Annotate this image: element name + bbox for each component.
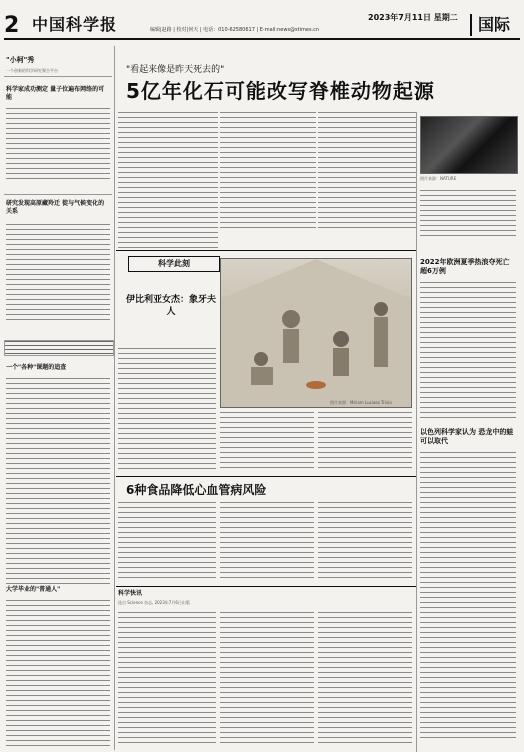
column-tag: "小柯"秀 bbox=[6, 56, 35, 64]
right-item2-body bbox=[420, 452, 516, 742]
feature-section-label: 科学此刻 bbox=[128, 256, 220, 272]
feature-col2 bbox=[220, 412, 314, 472]
story2-col2 bbox=[220, 502, 314, 582]
left-item4-title: 大学毕业的"普通人" bbox=[6, 586, 61, 593]
header-rule bbox=[4, 38, 520, 40]
issue-date: 2023年7月11日 星期二 bbox=[368, 13, 458, 22]
left-notice-box bbox=[4, 340, 114, 356]
story2-col1 bbox=[118, 502, 216, 582]
masthead-logo: 中国科学报 bbox=[32, 15, 118, 34]
editor-info: 编辑|赵路 | 校对|何天 | 电话：010-62580617 | E-mail:news@stimes.cn bbox=[150, 27, 320, 33]
left-item4-body bbox=[6, 600, 110, 746]
divider bbox=[4, 194, 112, 195]
left-item3-body bbox=[6, 378, 110, 584]
feature-col3 bbox=[318, 412, 412, 472]
digest-col1 bbox=[118, 612, 216, 744]
section-rule bbox=[116, 476, 416, 477]
fossil-photo bbox=[420, 116, 518, 174]
left-item1-body bbox=[6, 108, 110, 180]
photo-caption: 图片来源：NATURE bbox=[420, 176, 457, 181]
top-story-col2 bbox=[220, 112, 316, 232]
story2-col3 bbox=[318, 502, 412, 582]
left-column bbox=[4, 46, 112, 746]
top-story-kicker: "看起来像是昨天死去的" bbox=[126, 65, 225, 75]
column-subtitle: 一个创新的科学研究聚合平台 bbox=[6, 68, 58, 73]
story2-title: 6种食品降低心血管病风险 bbox=[126, 483, 267, 497]
illustration-credit: 图片来源：Miriam Luciaez Trivio bbox=[330, 400, 392, 405]
right-item1-body bbox=[420, 282, 516, 422]
feature-quote: 伊比利亚女杰：象牙夫人 bbox=[126, 295, 217, 317]
left-item3-title: 一个"各种"课题的追查 bbox=[6, 364, 67, 371]
top-story-col4 bbox=[420, 190, 516, 240]
digest-label: 科学快讯 bbox=[118, 590, 143, 597]
column-divider bbox=[114, 46, 115, 750]
column-divider bbox=[416, 112, 417, 752]
divider bbox=[4, 76, 112, 77]
feature-col1 bbox=[118, 348, 216, 472]
top-story-title: 5亿年化石可能改写脊椎动物起源 bbox=[126, 79, 435, 103]
right-headline2: 以色列科学家认为 恐龙中的蛙可以取代 bbox=[420, 428, 514, 445]
left-item2-title: 研究发现高原藏羚迁 徙与气候变化的关系 bbox=[6, 200, 105, 215]
digest-col3 bbox=[318, 612, 412, 744]
illustration-figures bbox=[221, 259, 411, 407]
left-item1-title: 科学家成功测定 量子位遍布网络的可能 bbox=[6, 86, 105, 101]
feature-illustration bbox=[220, 258, 412, 408]
section-rule bbox=[116, 586, 416, 587]
left-item2-body bbox=[6, 224, 110, 324]
section-rule bbox=[116, 250, 416, 251]
page-number: 2 bbox=[4, 13, 20, 38]
top-story-col1 bbox=[118, 112, 218, 248]
section-name: 国际 bbox=[470, 14, 524, 36]
top-story-col3 bbox=[318, 112, 416, 228]
digest-col2 bbox=[220, 612, 314, 744]
digest-source: 选自 Science 杂志, 2023年7月6日出版 bbox=[118, 600, 190, 605]
right-headline1: 2022年欧洲夏季热浪夺死亡超6万例 bbox=[420, 258, 510, 275]
